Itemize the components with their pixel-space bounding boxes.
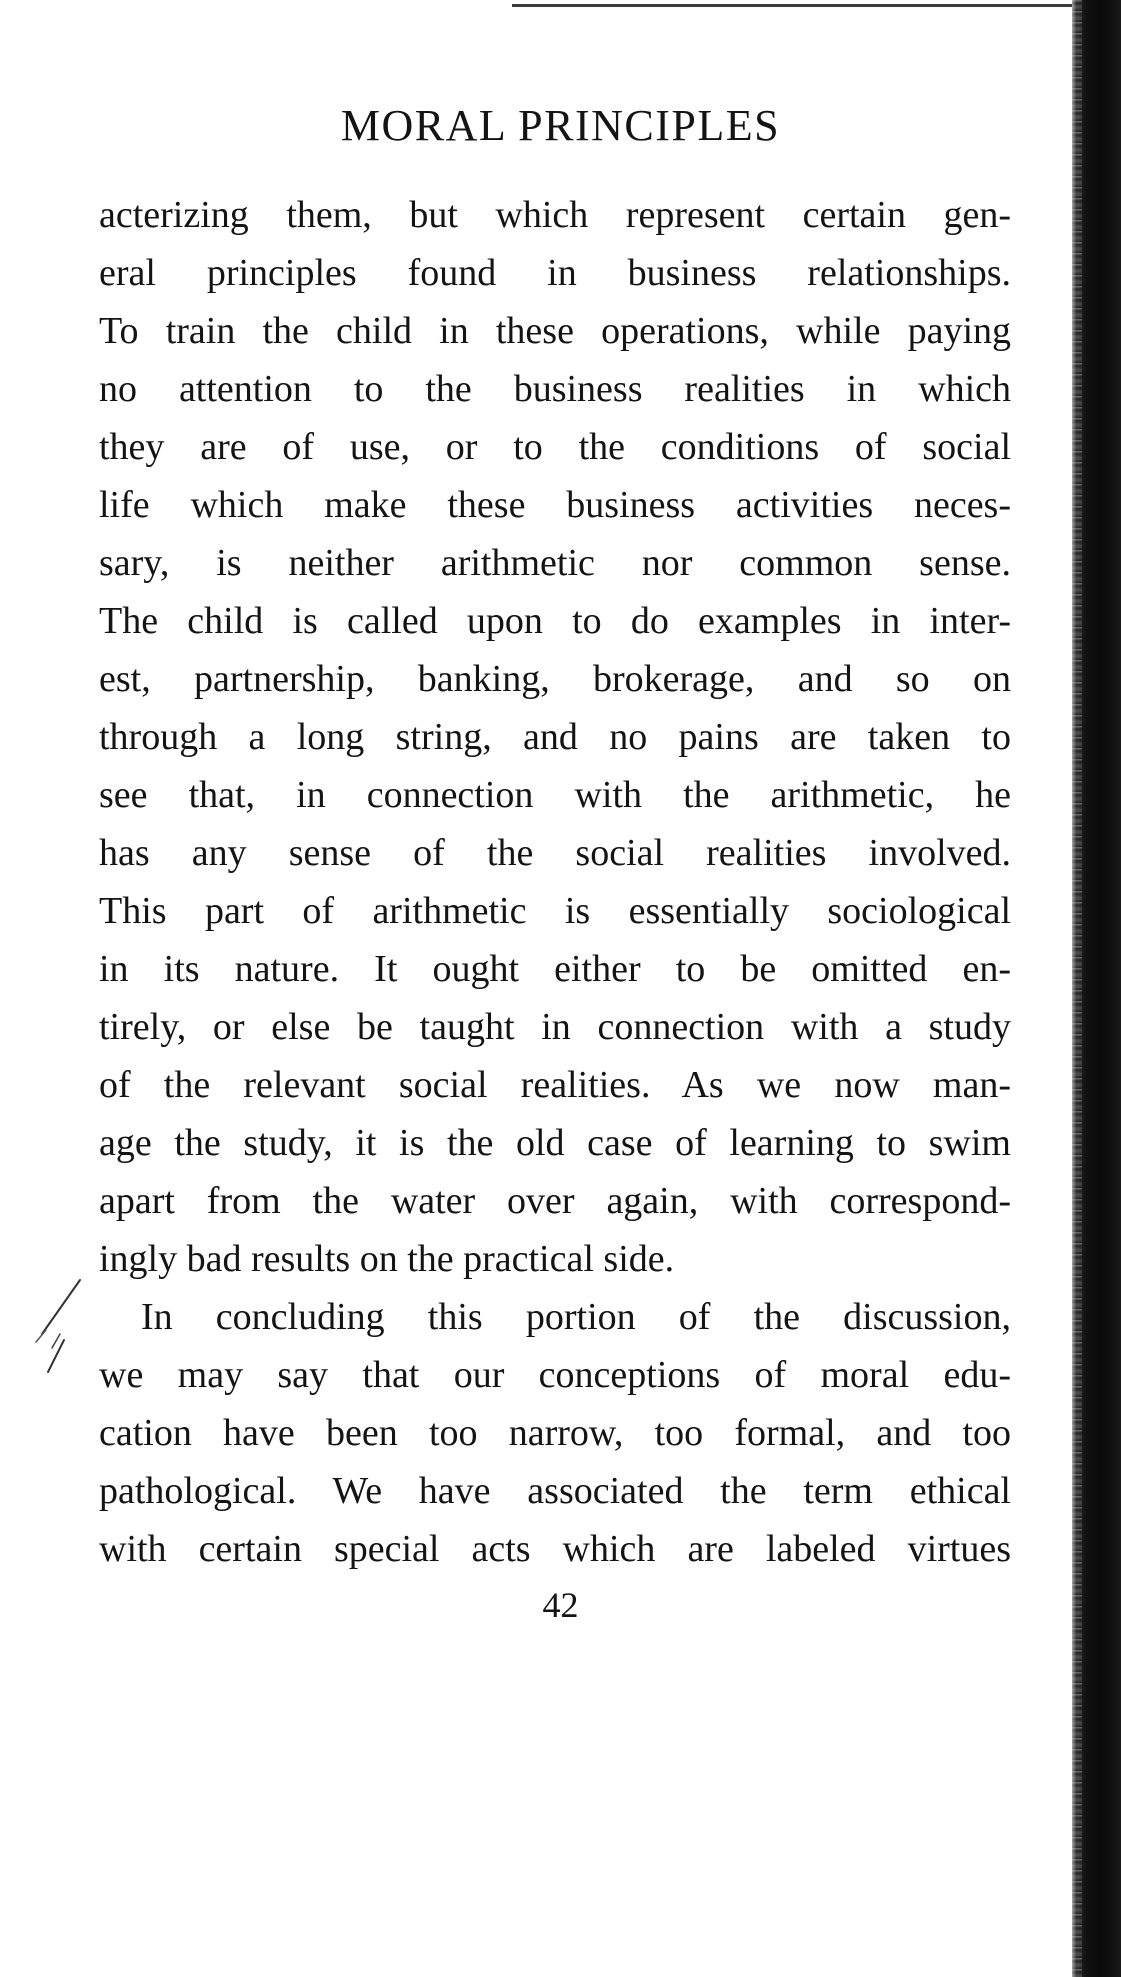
text-line: with certain special acts which are labeled virtues (99, 1528, 1011, 1570)
text-line: ingly bad results on the practical side. (99, 1238, 675, 1280)
text-line: see that, in connection with the arithmetic, he (99, 774, 1011, 816)
paragraph-start-line: In concluding this portion of the discussion, (141, 1296, 1011, 1338)
text-line: eral principles found in business relationships. (99, 252, 1011, 294)
text-line: in its nature. It ought either to be omitted en- (99, 948, 1011, 990)
text-line: tirely, or else be taught in connection with a study (99, 1006, 1011, 1048)
text-line: we may say that our conceptions of moral edu- (99, 1354, 1011, 1396)
text-line: age the study, it is the old case of learning to swim (99, 1122, 1011, 1164)
text-line: through a long string, and no pains are taken to (99, 716, 1011, 758)
body-text (99, 186, 1011, 1578)
text-line: acterizing them, but which represent certain gen- (99, 194, 1011, 236)
pencil-margin-mark (24, 1276, 94, 1376)
top-rule (512, 4, 1072, 7)
running-head: MORAL PRINCIPLES (340, 101, 781, 150)
text-line: pathological. We have associated the term ethical (99, 1470, 1011, 1512)
text-line: no attention to the business realities in which (99, 368, 1011, 410)
text-line: est, partnership, banking, brokerage, and so on (99, 658, 1011, 700)
page-number: 42 (542, 1585, 579, 1625)
text-line: of the relevant social realities. As we now man- (99, 1064, 1011, 1106)
text-line: apart from the water over again, with correspond- (99, 1180, 1011, 1222)
text-line: they are of use, or to the conditions of social (99, 426, 1011, 468)
text-line: To train the child in these operations, while paying (99, 310, 1011, 352)
text-line: has any sense of the social realities involved. (99, 832, 1011, 874)
page-edge-speckle (1072, 0, 1082, 1977)
text-line: This part of arithmetic is essentially sociological (99, 890, 1011, 932)
text-line: sary, is neither arithmetic nor common sense. (99, 542, 1011, 584)
text-line: cation have been too narrow, too formal, and too (99, 1412, 1011, 1454)
text-line: The child is called upon to do examples in inter- (99, 600, 1011, 642)
text-line: life which make these business activities neces- (99, 484, 1011, 526)
